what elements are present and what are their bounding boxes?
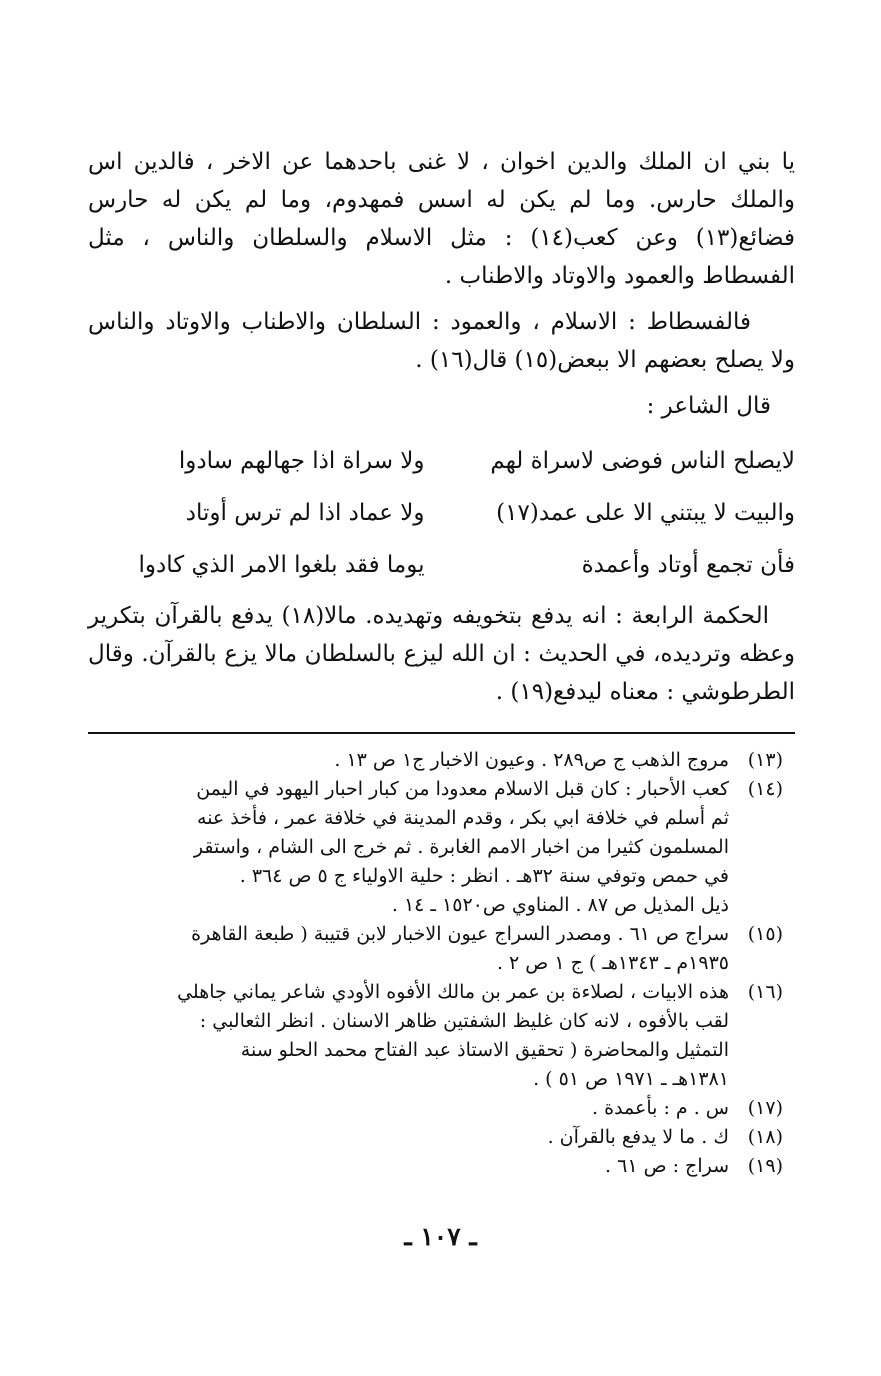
page-number: ـ ١٠٧ ـ xyxy=(404,1222,477,1251)
footnote-19 xyxy=(88,1152,783,1181)
verse-3-second-hemistich: يوما فقد بلغوا الامر الذي كادوا xyxy=(138,552,425,578)
footnote-line: س . م : بأعمدة . xyxy=(592,1097,729,1119)
footnote-number: (١٥) xyxy=(747,923,783,945)
footnote-17 xyxy=(88,1094,783,1123)
verse-3-first-hemistich: فأن تجمع أوتاد وأعمدة xyxy=(581,552,795,578)
paragraph-tent-metaphor: فالفسطاط : الاسلام ، والعمود : السلطان والاطناب والاوتاد والناس ولا يصلح بعضهم الا ببعض(١٥) قال(١٦) . xyxy=(88,309,795,373)
footnote-number: (١٨) xyxy=(747,1126,783,1148)
footnote-line: سراج : ص ٦١ . xyxy=(605,1155,729,1177)
verse-2-second-hemistich: ولا عماد اذا لم ترس أوتاد xyxy=(185,500,425,526)
footnote-number: (١٦) xyxy=(747,981,783,1003)
footnote-divider xyxy=(88,732,795,734)
paragraph-kings-and-religion: يا بني ان الملك والدين اخوان ، لا غنى باحدهما عن الاخر ، فالدين اس والملك حارس. وما لم يكن له اسس فمهدوم، وما لم يكن له حارس فضائع(١٣) وعن كعب(١٤) : مثل الاسلام والسلطان والناس ، مثل الفسطاط والعمود والاوتاد والاطناب . xyxy=(88,149,795,289)
footnote-line: ك . ما لا يدفع بالقرآن . xyxy=(547,1126,729,1148)
poet-intro: قال الشاعر : xyxy=(646,393,771,419)
verse-1-first-hemistich: لايصلح الناس فوضى لاسراة لهم xyxy=(490,448,795,474)
footnote-number: (١٧) xyxy=(747,1097,783,1119)
footnote-16 xyxy=(88,978,783,1094)
footnote-15 xyxy=(88,920,783,978)
paragraph-fourth-wisdom: الحكمة الرابعة : انه يدفع بتخويفه وتهديده. مالا(١٨) يدفع بالقرآن بتكرير وعظه وترديده، في الحديث : ان الله ليزع بالسلطان مالا يزع بالقرآن. وقال الطرطوشي : معناه ليدفع(١٩) . xyxy=(88,603,795,705)
footnote-line: هذه الابيات ، لصلاءة بن عمر بن مالك الأفوه الأودي شاعر يماني جاهلي xyxy=(177,981,729,1003)
footnote-line: في حمص وتوفي سنة ٣٢هـ . انظر : حلية الاولياء ج ٥ ص ٣٦٤ . xyxy=(239,865,729,887)
verse-1-second-hemistich: ولا سراة اذا جهالهم سادوا xyxy=(178,448,425,474)
footnotes xyxy=(88,746,783,1181)
footnote-line: ذيل المذيل ص ٨٧ . المناوي ص١٥٢٠ ـ ١٤ . xyxy=(391,894,729,916)
footnote-line: التمثيل والمحاضرة ( تحقيق الاستاذ عبد الفتاح محمد الحلو سنة xyxy=(240,1039,729,1061)
verse-3 xyxy=(88,539,795,591)
footnote-number: (١٩) xyxy=(747,1155,783,1177)
verse-2 xyxy=(88,487,795,539)
footnote-line: مروج الذهب ج ص٢٨٩ . وعيون الاخبار ج١ ص ١٣ . xyxy=(334,749,729,771)
footnote-number: (١٣) xyxy=(747,749,783,771)
footnote-18 xyxy=(88,1123,783,1152)
footnote-number: (١٤) xyxy=(747,778,783,800)
poem xyxy=(88,435,795,591)
footnote-14 xyxy=(88,775,783,920)
footnote-13 xyxy=(88,746,783,775)
main-text xyxy=(88,143,795,711)
footnote-line: كعب الأحبار : كان قبل الاسلام معدودا من كبار احبار اليهود في اليمن xyxy=(196,778,729,800)
verse-2-first-hemistich: والبيت لا يبتني الا على عمد(١٧) xyxy=(496,500,795,526)
footnote-line: ١٩٣٥م ـ ١٣٤٣هـ ) ج ١ ص ٢ . xyxy=(496,952,729,974)
footnote-line: المسلمون كثيرا من اخبار الامم الغابرة . ثم خرج الى الشام ، واستقر xyxy=(193,836,729,858)
footnote-line: لقب بالأفوه ، لانه كان غليظ الشفتين ظاهر الاسنان . انظر الثعالبي : xyxy=(199,1010,729,1032)
footnote-line: ١٣٨١هـ ـ ١٩٧١ ص ٥١ ) . xyxy=(533,1068,729,1090)
footnote-line: ثم أسلم في خلافة ابي بكر ، وقدم المدينة في خلافة عمر ، فأخذ عنه xyxy=(197,807,729,829)
footnote-line: سراج ص ٦١ . ومصدر السراج عيون الاخبار لابن قتيبة ( طبعة القاهرة xyxy=(191,923,729,945)
verse-1 xyxy=(88,435,795,487)
